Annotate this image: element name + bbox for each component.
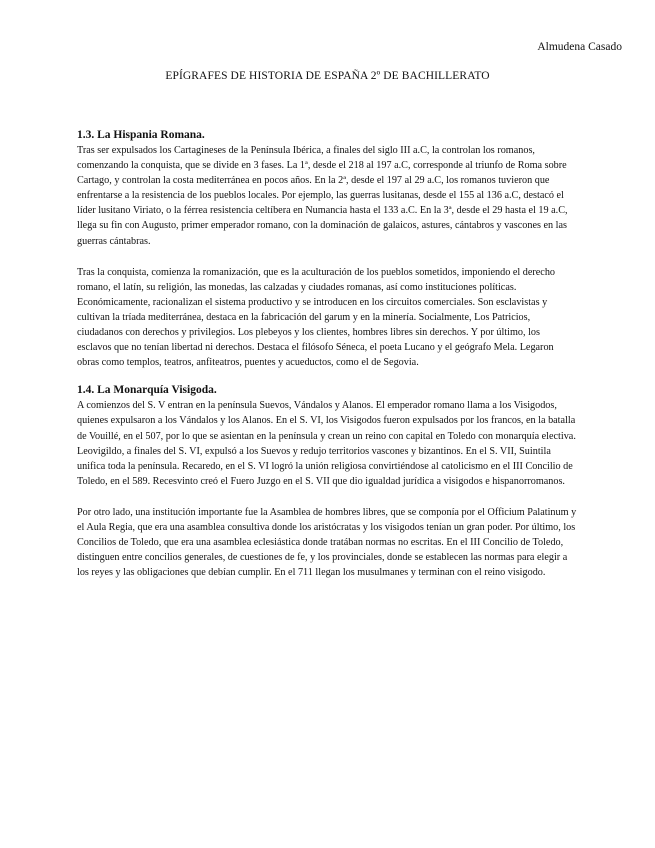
section-hispania-romana bbox=[77, 128, 577, 370]
paragraph: A comienzos del S. V entran en la península Suevos, Vándalos y Alanos. El emperador romano llama a los Visigodos, quienes expulsaron a los Vándalos y los Alanos. En el S. VI, los Visigodos fueron expulsados por los francos, en la batalla de Vouillé, en el 507, por lo que se asientan en la península y crean un reino con capital en Toledo con monarquía electiva. Leovigildo, a finales del S. VI, expulsó a los Suevos y redujo territorios vascones y bizantinos. En el S. VII, Suintila unifica toda la península. Recaredo, en el S. VI logró la unión religiosa convirtiéndose al catolicismo en el III Concilio de Toledo, en el 589. Recesvinto creó el Fuero Juzgo en el S. VII que dio igualdad jurídica a visigodos e hispanorromanos. bbox=[77, 400, 576, 487]
document-title: EPÍGRAFES DE HISTORIA DE ESPAÑA 2º DE BACHILLERATO bbox=[165, 70, 490, 82]
section-monarquia-visigoda bbox=[77, 383, 577, 580]
paragraph-spacer bbox=[77, 489, 577, 505]
paragraph-spacer bbox=[77, 249, 577, 265]
section-heading: 1.4. La Monarquía Visigoda. bbox=[77, 384, 217, 397]
paragraph: Tras ser expulsados los Cartagineses de la Península Ibérica, a finales del siglo III a.C, la controlan los romanos, comenzando la conquista, que se divide en 3 fases. La 1ª, desde el 218 al 197 a.C, corresponde al triunfo de Roma sobre Cartago, y controlan la costa mediterránea en pocos años. En la 2ª, desde el 197 al 29 a.C, los romanos tuvieron que enfrentarse a la resistencia de los pueblos locales. Por ejemplo, las guerras lusitanas, desde el 155 al 136 a.C, destacó el líder lusitano Viriato, o la férrea resistencia celtíbera en Numancia hasta el 133 a.C. En la 3ª, desde el 29 hasta el 19 a.C, llega su fin con Augusto, primer emperador romano, con la dominación de galaicos, astures, cántabros y vascones en las guerras cántabras. bbox=[77, 145, 568, 247]
paragraph: Tras la conquista, comienza la romanización, que es la aculturación de los pueblos sometidos, imponiendo el derecho romano, el latín, su religión, las monedas, las calzadas y ciudades romanas, así como instituciones políticas. Económicamente, racionalizan el sistema productivo y se introducen en los circuitos comerciales. Son esclavistas y cultivan la tríada mediterránea, destaca en la fabricación del garum y en la minería. Socialmente, Los Patricios, ciudadanos con derechos y privilegios. Los plebeyos y los clientes, hombres libres sin derechos. Y por último, los esclavos que no tenían libertad ni derechos. Destaca el filósofo Séneca, el poeta Lucano y el geógrafo Mela. Legaron obras como templos, teatros, anfiteatros, puentes y acueductos, como el de Segovia. bbox=[77, 266, 556, 369]
section-spacer bbox=[77, 370, 577, 383]
section-heading: 1.3. La Hispania Romana. bbox=[77, 129, 205, 141]
author-name: Almudena Casado bbox=[537, 41, 622, 53]
paragraph: Por otro lado, una institución importante fue la Asamblea de hombres libres, que se componía por el Officium Palatinum y el Aula Regia, que era una asamblea consultiva donde los aristócratas y los visigodos tenían un gran poder. Por último, los Concilios de Toledo, que era una asamblea eclesiástica donde tratában normas no escritas. En el III Concilio de Toledo, distinguen entre concilios generales, de cuestiones de fe, y los provinciales, donde se establecen las normas para elegir a los reyes y las obligaciones que debían cumplir. En el 711 llegan los musulmanes y terminan con el reino visigodo. bbox=[77, 506, 577, 579]
document-body bbox=[77, 128, 577, 580]
